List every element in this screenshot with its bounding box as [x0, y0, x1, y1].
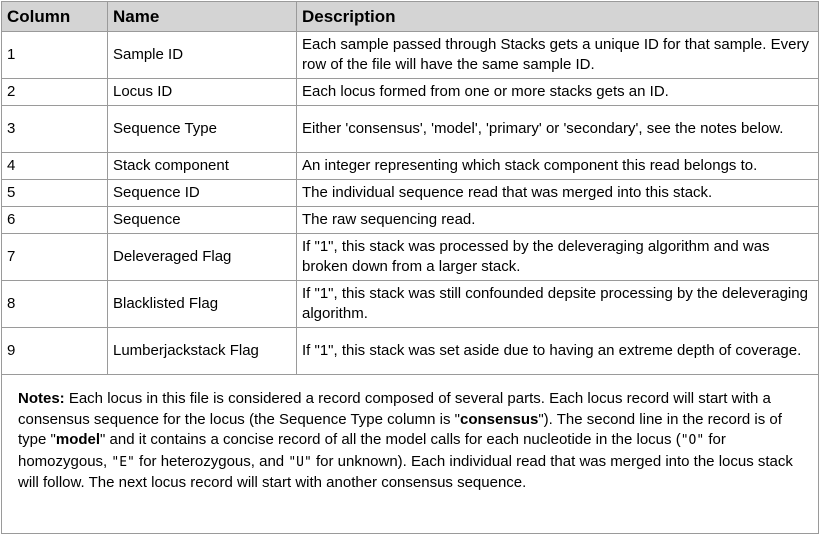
table-row [2, 79, 819, 106]
table-header-row [2, 2, 819, 32]
column-number-cell: 8 [2, 281, 108, 328]
description-cell: The individual sequence read that was merged into this stack. [297, 180, 819, 207]
table-row [2, 32, 819, 79]
name-cell: Deleveraged Flag [108, 234, 297, 281]
name-cell: Sequence ID [108, 180, 297, 207]
notes-text: for unknown). Each individual read that was merged into the locus stack will follow. The next locus record will start with another consensus sequence. [18, 452, 793, 491]
table-row [2, 234, 819, 281]
notes-text: for heterozygous, and [134, 452, 289, 470]
notes-label: Notes: [18, 390, 65, 407]
table-row [2, 153, 819, 180]
notes-code-heterozygous: "E" [111, 454, 135, 470]
column-number-cell: 2 [2, 79, 108, 106]
notes-text: Each locus in this file is considered a record composed of several parts. Each locus record will start with a consensus sequence for the locus (the Sequence Type column is " [18, 390, 771, 428]
name-cell: Lumberjackstack Flag [108, 328, 297, 375]
table-row [2, 180, 819, 207]
name-cell: Sequence [108, 207, 297, 234]
table-row [2, 207, 819, 234]
notes-bold-model: model [55, 431, 101, 448]
name-cell: Sequence Type [108, 106, 297, 153]
column-number-cell: 1 [2, 32, 108, 79]
column-number-cell: 7 [2, 234, 108, 281]
column-number-cell: 3 [2, 106, 108, 153]
table-row [2, 328, 819, 375]
name-cell: Sample ID [108, 32, 297, 79]
notes-bold-consensus: consensus [459, 410, 539, 428]
description-cell: The raw sequencing read. [297, 207, 819, 234]
notes-code-unknown: "U" [288, 454, 312, 470]
notes-code-homozygous: "O" [680, 433, 705, 448]
notes-text: for homozygous, [18, 431, 726, 470]
notes-text: "). The second line in the record is of type " [18, 410, 782, 448]
description-cell: If "1", this stack was processed by the deleveraging algorithm and was broken down from a larger stack. [297, 234, 819, 281]
table-row [2, 281, 819, 328]
name-cell: Blacklisted Flag [108, 281, 297, 328]
description-cell: An integer representing which stack component this read belongs to. [297, 153, 819, 180]
header-name: Name [108, 2, 297, 32]
file-format-table [1, 1, 819, 534]
name-cell: Stack component [108, 153, 297, 180]
column-number-cell: 4 [2, 153, 108, 180]
description-cell: If "1", this stack was set aside due to having an extreme depth of coverage. [297, 328, 819, 375]
description-cell: Either 'consensus', 'model', 'primary' or 'secondary', see the notes below. [297, 106, 819, 153]
notes-text: " and it contains a concise record of all the model calls for each nucleotide in the locus ( [100, 431, 681, 448]
description-cell: If "1", this stack was still confounded depsite processing by the deleveraging algorithm. [297, 281, 819, 328]
column-number-cell: 5 [2, 180, 108, 207]
name-cell: Locus ID [108, 79, 297, 106]
table-row [2, 106, 819, 153]
description-cell: Each sample passed through Stacks gets a unique ID for that sample. Every row of the file will have the same sample ID. [297, 32, 819, 79]
column-number-cell: 9 [2, 328, 108, 375]
column-number-cell: 6 [2, 207, 108, 234]
header-column: Column [2, 2, 108, 32]
header-description: Description [297, 2, 819, 32]
description-cell: Each locus formed from one or more stacks gets an ID. [297, 79, 819, 106]
